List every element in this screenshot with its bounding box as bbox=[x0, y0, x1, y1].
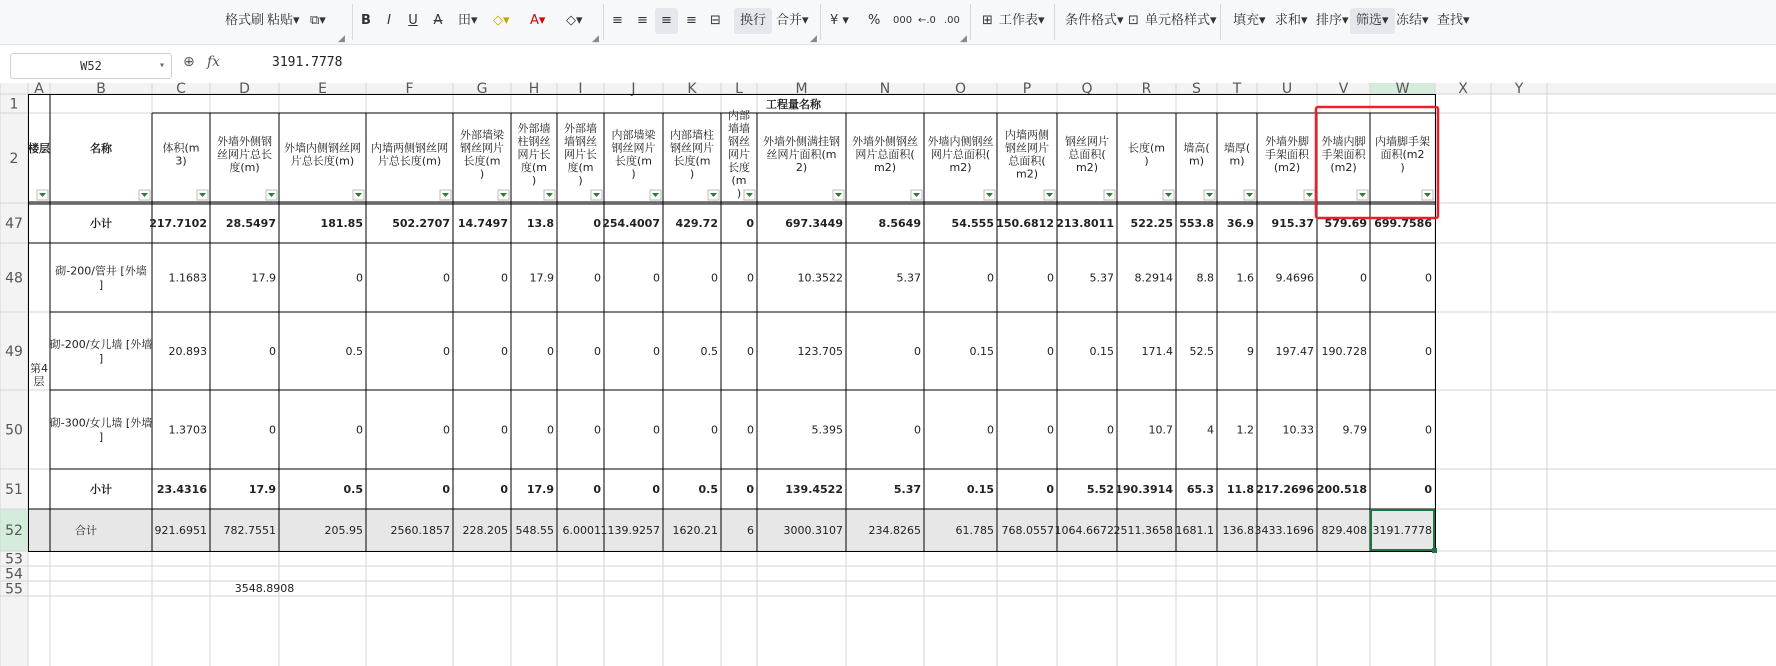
increase-decimal-button[interactable]: ←.0 bbox=[918, 15, 936, 26]
column-header-label: 外部墙梁钢丝网片长度(m ) bbox=[460, 128, 504, 181]
italic-button[interactable]: I bbox=[387, 13, 391, 28]
cell-value[interactable]: 17.9 bbox=[251, 271, 276, 285]
column-header-label: 体积(m 3) bbox=[162, 141, 200, 168]
cell-value[interactable]: 921.6951 bbox=[154, 524, 207, 537]
cell-value[interactable]: 1681.1 bbox=[1175, 524, 1214, 537]
cell-value[interactable]: 0 bbox=[747, 423, 754, 437]
clear-format-button[interactable]: ◇▾ bbox=[566, 13, 583, 28]
cell-value[interactable]: 0 bbox=[746, 483, 754, 496]
align-right-button[interactable]: ≡ bbox=[655, 8, 678, 34]
cell-value[interactable]: 0.15 bbox=[1089, 345, 1114, 358]
cell-value[interactable]: 0 bbox=[1047, 345, 1054, 358]
cell-value[interactable]: 6.0001 bbox=[562, 524, 601, 537]
paste-button[interactable]: 粘贴▾ bbox=[267, 13, 300, 28]
cell-style-button[interactable]: 单元格样式▾ bbox=[1145, 13, 1217, 28]
cell-value[interactable]: 0 bbox=[594, 345, 601, 358]
column-header-label: 内墙两侧钢丝网片总面积( m2) bbox=[1005, 128, 1049, 181]
cell-value[interactable]: 0 bbox=[1425, 423, 1432, 437]
border-button[interactable]: 田▾ bbox=[458, 13, 478, 28]
cell-value[interactable]: 0.5 bbox=[345, 345, 363, 358]
column-header-label: 外墙外侧钢丝网片总长度(m) bbox=[217, 135, 272, 174]
cell-value[interactable]: 10.33 bbox=[1282, 423, 1314, 437]
column-header-n[interactable]: N bbox=[879, 81, 891, 97]
column-header-label: 外墙内侧钢丝网片总面积( m2) bbox=[927, 135, 994, 174]
cell-value[interactable]: 0 bbox=[1425, 271, 1432, 285]
cell-value[interactable]: 0 bbox=[1425, 345, 1432, 358]
cell-value[interactable]: 150.6812 bbox=[996, 217, 1054, 230]
cell-value[interactable]: 1.1683 bbox=[168, 271, 207, 285]
column-header-q[interactable]: Q bbox=[1081, 81, 1093, 97]
cell-value[interactable]: 0 bbox=[547, 423, 554, 437]
column-header-a[interactable]: A bbox=[34, 81, 44, 97]
cell-value[interactable]: 0 bbox=[653, 271, 660, 285]
column-header-label: 墙高( m) bbox=[1183, 141, 1210, 168]
cell-value[interactable]: 9 bbox=[1247, 345, 1254, 358]
cell-value[interactable]: 17.9 bbox=[526, 483, 554, 496]
merge-button[interactable]: 合并▾ bbox=[776, 13, 809, 28]
row-header-54[interactable]: 54 bbox=[5, 566, 23, 583]
cell-value[interactable]: 28.5497 bbox=[225, 217, 276, 230]
cell-value[interactable]: 0 bbox=[1047, 423, 1054, 437]
cell-value[interactable]: 123.705 bbox=[797, 345, 843, 358]
column-header-l[interactable]: L bbox=[735, 81, 743, 97]
find-button[interactable]: 查找▾ bbox=[1437, 13, 1470, 28]
formula-input[interactable]: 3191.7778 bbox=[272, 55, 343, 70]
cell-style-icon: ⊡ bbox=[1128, 13, 1139, 28]
cell-value[interactable]: 213.8011 bbox=[1056, 217, 1114, 230]
column-header-label: 外部墙墙钢丝网片长度(m ) bbox=[564, 122, 597, 187]
font-dialog-launcher-icon[interactable]: ◢ bbox=[592, 34, 599, 44]
cell-value[interactable]: 54.555 bbox=[951, 217, 994, 230]
zoom-icon[interactable]: ⊕ bbox=[183, 54, 195, 70]
cell-value[interactable]: 0 bbox=[443, 345, 450, 358]
cell-value[interactable]: 0 bbox=[746, 217, 754, 230]
row-header-51[interactable]: 51 bbox=[5, 482, 23, 498]
cell-value[interactable]: 0 bbox=[1046, 483, 1054, 496]
cell-value[interactable]: 8.5649 bbox=[878, 217, 921, 230]
strikethrough-button[interactable]: A bbox=[433, 13, 443, 28]
cell-value[interactable]: 254.4007 bbox=[602, 217, 660, 230]
column-header-d[interactable]: D bbox=[239, 81, 250, 97]
cell-value[interactable]: 699.7586 bbox=[1374, 217, 1432, 230]
cell-value[interactable]: 0 bbox=[594, 271, 601, 285]
floor-header: 楼层 bbox=[28, 142, 50, 155]
cell-value[interactable]: 0 bbox=[593, 217, 601, 230]
column-header-r[interactable]: R bbox=[1141, 81, 1152, 97]
column-header-k[interactable]: K bbox=[687, 81, 697, 97]
cell-value[interactable]: 0.15 bbox=[969, 345, 994, 358]
column-header-label: 外墙外侧钢丝网片总面积( m2) bbox=[852, 135, 918, 174]
cell-value[interactable]: 10.3522 bbox=[797, 271, 843, 285]
cell-value[interactable]: 0 bbox=[501, 423, 508, 437]
cell-value[interactable]: 0 bbox=[1047, 271, 1054, 285]
format-painter-button[interactable]: 格式刷 bbox=[225, 13, 265, 28]
cell-value[interactable]: 553.8 bbox=[1179, 217, 1214, 230]
cell-value[interactable]: 205.95 bbox=[324, 524, 363, 537]
cell-value[interactable]: 14.7497 bbox=[457, 217, 508, 230]
cell-value[interactable]: 5.395 bbox=[811, 423, 843, 437]
cell-value[interactable]: 0 bbox=[747, 345, 754, 358]
cell-value[interactable]: 52.5 bbox=[1189, 345, 1214, 358]
cell-value[interactable]: 13.8 bbox=[526, 217, 554, 230]
cell-value[interactable]: 200.518 bbox=[1316, 483, 1367, 496]
underline-button[interactable]: U bbox=[408, 13, 418, 28]
cell-value[interactable]: 136.8 bbox=[1222, 524, 1254, 537]
cell-value[interactable]: 0 bbox=[443, 271, 450, 285]
cell-value[interactable]: 10.7 bbox=[1148, 423, 1173, 437]
column-header-u[interactable]: U bbox=[1281, 81, 1293, 97]
cell-value[interactable]: 0 bbox=[653, 345, 660, 358]
fx-icon[interactable]: fx bbox=[207, 54, 221, 70]
cell-value[interactable]: 217.2696 bbox=[1256, 483, 1314, 496]
cell-value[interactable]: 5.37 bbox=[893, 483, 921, 496]
cell-value[interactable]: 0 bbox=[269, 423, 276, 437]
row-name: 砌-300/女儿墙 [外墙] bbox=[49, 416, 153, 444]
cell-value[interactable]: 0 bbox=[711, 423, 718, 437]
row-header-52[interactable]: 52 bbox=[5, 523, 23, 539]
font-color-button[interactable]: A▾ bbox=[530, 13, 546, 28]
row-header-49[interactable]: 49 bbox=[5, 344, 23, 360]
cell-value[interactable]: 217.7102 bbox=[149, 217, 207, 230]
cell-value[interactable]: 1064.6672 bbox=[1054, 524, 1114, 537]
worksheet-button[interactable]: 工作表▾ bbox=[999, 13, 1045, 28]
cell-value[interactable]: 429.72 bbox=[675, 217, 718, 230]
row-name: 小计 bbox=[90, 217, 112, 230]
column-header-b[interactable]: B bbox=[96, 81, 106, 97]
column-header-p[interactable]: P bbox=[1022, 81, 1032, 97]
cell-value[interactable]: 197.47 bbox=[1275, 345, 1314, 358]
column-header-y[interactable]: Y bbox=[1514, 81, 1524, 97]
cell-value[interactable]: 0.5 bbox=[343, 483, 363, 496]
sum-button[interactable]: 求和▾ bbox=[1275, 13, 1308, 28]
column-header-h[interactable]: H bbox=[528, 81, 540, 97]
column-header-o[interactable]: O bbox=[954, 81, 967, 97]
wrap-text-button[interactable]: 换行 bbox=[734, 8, 772, 34]
column-header-e[interactable]: E bbox=[318, 81, 327, 97]
cell-value[interactable]: 1.2 bbox=[1236, 423, 1254, 437]
column-header-label: 钢丝网片总面积( m2) bbox=[1065, 135, 1109, 174]
cell-value[interactable]: 0.15 bbox=[966, 483, 994, 496]
floor-label: 第4 层 bbox=[30, 362, 48, 388]
cell-value[interactable]: 9.4696 bbox=[1275, 271, 1314, 285]
cell-value[interactable]: 6 bbox=[747, 524, 754, 537]
column-header-label: 外墙外侧满挂钢丝网片面积(m 2) bbox=[763, 135, 840, 174]
column-header-i[interactable]: I bbox=[578, 81, 583, 97]
number-dialog-launcher-icon[interactable]: ◢ bbox=[960, 34, 967, 44]
cell-value[interactable]: 0 bbox=[356, 271, 363, 285]
column-header-label: 外部墙柱钢丝网片长度(m ) bbox=[517, 122, 551, 187]
cell-value[interactable]: 5.52 bbox=[1086, 483, 1114, 496]
cell-value[interactable]: 17.9 bbox=[248, 483, 276, 496]
freeze-button[interactable]: 冻结▾ bbox=[1396, 13, 1429, 28]
column-header-label: 内部墙墙钢丝网片长度(m ) bbox=[728, 109, 750, 200]
cell-value[interactable]: 1.3703 bbox=[168, 423, 207, 437]
fill-button[interactable]: 填充▾ bbox=[1233, 13, 1266, 28]
row-header-55[interactable]: 55 bbox=[5, 581, 23, 598]
align-left-button[interactable]: ≡ bbox=[612, 13, 623, 28]
cell-value[interactable]: 0 bbox=[442, 483, 450, 496]
align-center-button[interactable]: ≡ bbox=[637, 13, 648, 28]
cell-value[interactable]: 181.85 bbox=[320, 217, 363, 230]
cell-value[interactable]: 23.4316 bbox=[156, 483, 207, 496]
cell-value[interactable]: 0 bbox=[501, 345, 508, 358]
column-header-label: 内墙两侧钢丝网片总长度(m) bbox=[371, 141, 448, 168]
cell-value[interactable]: 1139.9257 bbox=[600, 524, 660, 537]
row-header-2[interactable]: 2 bbox=[9, 151, 19, 167]
cell-value[interactable]: 697.3449 bbox=[785, 217, 843, 230]
column-header-label: 外墙外脚手架面积(m2) bbox=[1265, 135, 1309, 174]
chevron-down-icon[interactable]: ▾ bbox=[158, 60, 165, 71]
merged-title: 工程量名称 bbox=[766, 98, 821, 111]
cell-value[interactable]: 0 bbox=[443, 423, 450, 437]
cell-value[interactable]: 8.2914 bbox=[1134, 271, 1173, 285]
cell-value[interactable]: 0 bbox=[914, 423, 921, 437]
cell-value[interactable]: 20.893 bbox=[168, 345, 207, 358]
decrease-decimal-button[interactable]: .00 bbox=[944, 15, 960, 26]
cell-value[interactable]: 0 bbox=[1107, 423, 1114, 437]
fill-handle[interactable] bbox=[1432, 548, 1437, 553]
cell-value[interactable]: 0 bbox=[914, 345, 921, 358]
row-header-47[interactable]: 47 bbox=[5, 216, 23, 232]
cell-value[interactable]: 782.7551 bbox=[223, 524, 276, 537]
column-header-label: 外墙内脚手架面积(m2) bbox=[1321, 135, 1366, 174]
cell-value[interactable]: 0.5 bbox=[700, 345, 718, 358]
column-header-label: 墙厚( m) bbox=[1223, 141, 1251, 168]
cell-value[interactable]: 3191.7778 bbox=[1372, 524, 1432, 537]
cell-value[interactable]: 0 bbox=[711, 271, 718, 285]
cell-value[interactable]: 17.9 bbox=[529, 271, 554, 285]
cell-value[interactable]: 0 bbox=[747, 271, 754, 285]
cell-value[interactable]: 5.37 bbox=[896, 271, 921, 285]
column-header-f[interactable]: F bbox=[405, 81, 414, 97]
row-header-50[interactable]: 50 bbox=[5, 422, 23, 439]
cell-value[interactable]: 522.25 bbox=[1130, 217, 1173, 230]
row-name: 合计 bbox=[75, 524, 97, 537]
cell-value[interactable]: 1620.21 bbox=[672, 524, 718, 537]
column-header-label: 长度(m ) bbox=[1127, 141, 1166, 168]
thousand-separator-button[interactable]: 000 bbox=[893, 15, 913, 26]
cell-value[interactable]: 0 bbox=[987, 271, 994, 285]
clipboard-dialog-launcher-icon[interactable]: ◢ bbox=[338, 34, 345, 44]
cell-value[interactable]: 228.205 bbox=[462, 524, 508, 537]
cell-value[interactable]: 5.37 bbox=[1089, 271, 1114, 285]
column-header-label: 内部墙梁钢丝网片长度(m ) bbox=[611, 128, 656, 181]
percent-button[interactable]: % bbox=[868, 13, 881, 28]
cell-value[interactable]: 829.408 bbox=[1321, 524, 1367, 537]
cell-value[interactable]: 171.4 bbox=[1141, 345, 1173, 358]
column-header-label: 内部墙柱钢丝网片长度(m ) bbox=[670, 128, 714, 181]
column-header-label: 外墙内侧钢丝网片总长度(m) bbox=[284, 141, 361, 168]
cell-reference[interactable]: W52 bbox=[80, 59, 102, 73]
column-header-v[interactable]: V bbox=[1338, 81, 1349, 97]
row-name: 砌-200/女儿墙 [外墙] bbox=[49, 338, 153, 365]
cell-value[interactable]: 11.8 bbox=[1226, 483, 1254, 496]
cell-value[interactable]: 9.79 bbox=[1342, 423, 1367, 437]
worksheet-icon: ⊞ bbox=[982, 13, 993, 28]
filter-button[interactable]: 筛选▾ bbox=[1350, 8, 1395, 34]
row-name: 小计 bbox=[90, 483, 112, 496]
cell-value[interactable]: 61.785 bbox=[955, 524, 994, 537]
cell-value[interactable]: 0 bbox=[547, 345, 554, 358]
align-dialog-launcher-icon[interactable]: ◢ bbox=[810, 34, 817, 44]
cell-value[interactable]: 0.5 bbox=[698, 483, 718, 496]
cell-value[interactable]: 0 bbox=[987, 423, 994, 437]
currency-button[interactable]: ¥ ▾ bbox=[830, 13, 849, 28]
justify-button[interactable]: ≡ bbox=[686, 13, 697, 28]
column-header-m[interactable]: M bbox=[795, 81, 808, 97]
column-header-label: 内墙脚手架面积(m2 ) bbox=[1375, 135, 1430, 174]
cell-value[interactable]: 0 bbox=[1424, 483, 1432, 496]
cell-value[interactable]: 0 bbox=[594, 423, 601, 437]
cell-value[interactable]: 3433.1696 bbox=[1254, 524, 1314, 537]
cell-value[interactable]: 768.0557 bbox=[1001, 524, 1054, 537]
cell-value[interactable]: 915.37 bbox=[1271, 217, 1314, 230]
cell-value[interactable]: 0 bbox=[652, 483, 660, 496]
bold-button[interactable]: B bbox=[361, 13, 371, 28]
cell-value[interactable]: 0 bbox=[501, 271, 508, 285]
cell-value[interactable]: 4 bbox=[1207, 423, 1214, 437]
row-header-1[interactable]: 1 bbox=[9, 96, 19, 113]
cell-value[interactable]: 36.9 bbox=[1226, 217, 1254, 230]
column-header-g[interactable]: G bbox=[476, 81, 488, 97]
row-header-53[interactable]: 53 bbox=[5, 551, 23, 568]
column-header-c[interactable]: C bbox=[176, 81, 186, 97]
cell-value[interactable]: 65.3 bbox=[1186, 483, 1214, 496]
distributed-button[interactable]: ⊟ bbox=[710, 13, 721, 28]
cell-value[interactable]: 139.4522 bbox=[785, 483, 843, 496]
cell-value[interactable]: 190.3914 bbox=[1115, 483, 1173, 496]
fill-color-button[interactable]: ◇▾ bbox=[493, 13, 510, 28]
cell-value[interactable]: 2560.1857 bbox=[390, 524, 450, 537]
cell-value[interactable]: 3000.3107 bbox=[783, 524, 843, 537]
conditional-format-button[interactable]: 条件格式▾ bbox=[1065, 13, 1124, 28]
copy-icon[interactable]: ⧉▾ bbox=[310, 13, 326, 28]
stray-value[interactable]: 3548.8908 bbox=[234, 582, 295, 595]
cell-value[interactable]: 234.8265 bbox=[868, 524, 921, 537]
cell-value[interactable]: 0 bbox=[269, 345, 276, 358]
cell-value[interactable]: 8.8 bbox=[1196, 271, 1214, 285]
column-header-x[interactable]: X bbox=[1458, 81, 1468, 97]
cell-value[interactable]: 0 bbox=[500, 483, 508, 496]
cell-value[interactable]: 190.728 bbox=[1321, 345, 1367, 358]
column-header-t[interactable]: T bbox=[1232, 81, 1242, 97]
cell-value[interactable]: 579.69 bbox=[1324, 217, 1367, 230]
column-header-s[interactable]: S bbox=[1192, 81, 1201, 97]
cell-value[interactable]: 0 bbox=[653, 423, 660, 437]
cell-value[interactable]: 0 bbox=[356, 423, 363, 437]
cell-value[interactable]: 2511.3658 bbox=[1113, 524, 1173, 537]
sort-button[interactable]: 排序▾ bbox=[1316, 13, 1349, 28]
row-name: 砌-200/管井 [外墙] bbox=[55, 264, 147, 292]
cell-value[interactable]: 548.55 bbox=[515, 524, 554, 537]
cell-value[interactable]: 502.2707 bbox=[392, 217, 450, 230]
cell-value[interactable]: 0 bbox=[1360, 271, 1367, 285]
row-header-48[interactable]: 48 bbox=[5, 270, 23, 287]
cell-value[interactable]: 0 bbox=[593, 483, 601, 496]
name-header: 名称 bbox=[90, 142, 112, 155]
cell-value[interactable]: 1.6 bbox=[1236, 271, 1254, 285]
column-header-j[interactable]: J bbox=[631, 81, 636, 97]
column-header-w[interactable]: W bbox=[1395, 81, 1410, 97]
